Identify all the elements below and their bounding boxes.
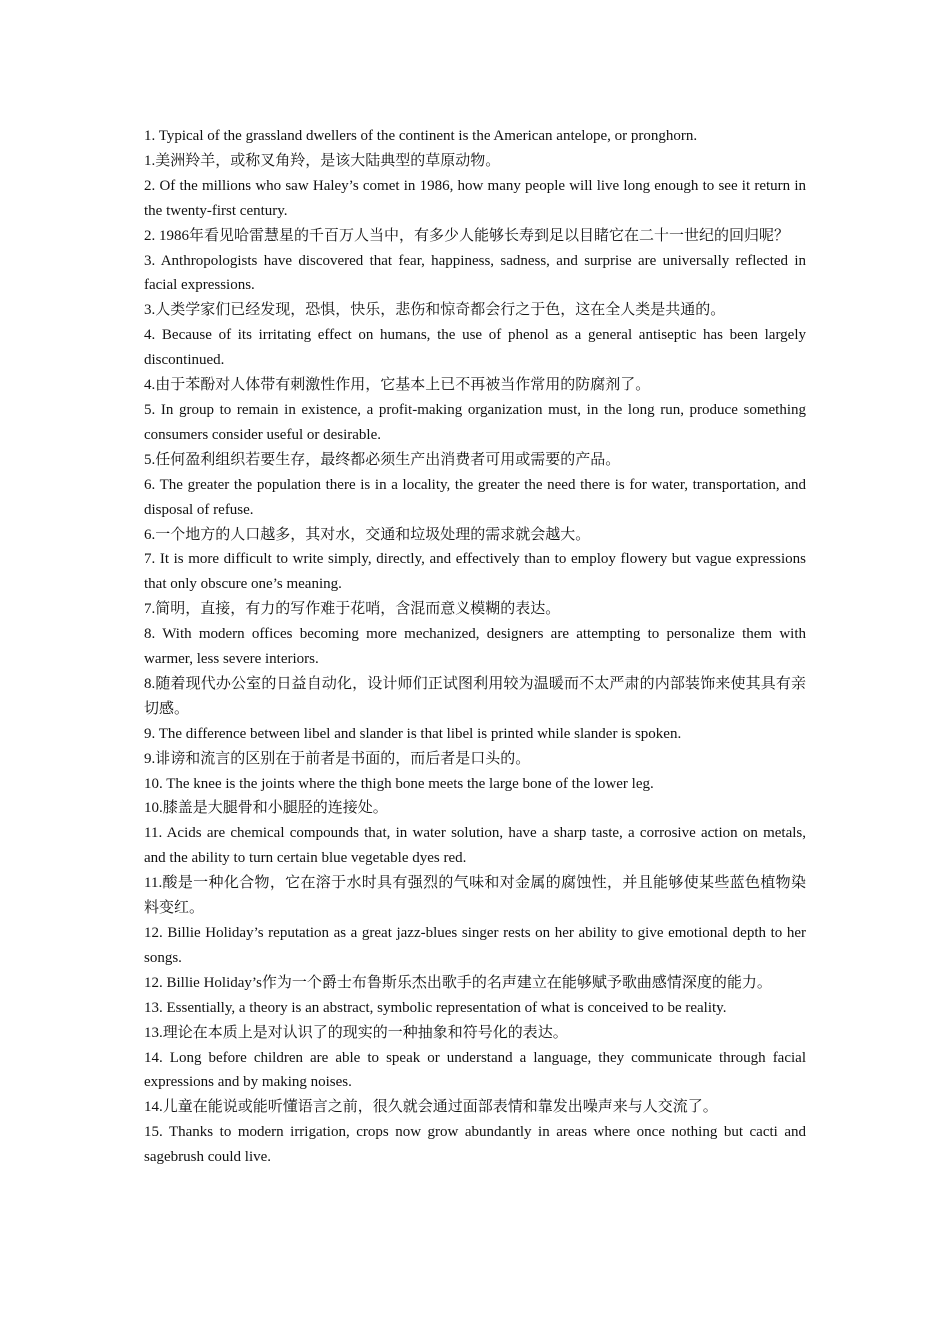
sentence-3-en: 3. Anthropologists have discovered that fear, happiness, sadness, and surprise are universally reflected in facial expressions. [144,252,806,294]
sentence-14-zh: 14.儿童在能说或能听懂语言之前，很久就会通过面部表情和靠发出噪声来与人交流了。 [144,1099,718,1116]
sentence-4-en: 4. Because of its irritating effect on humans, the use of phenol as a general antiseptic has been largely discontinued. [144,327,806,369]
sentence-1-en: 1. Typical of the grassland dwellers of the continent is the American antelope, or pronghorn. [144,128,698,144]
sentence-3-zh: 3.人类学家们已经发现，恐惧，快乐，悲伤和惊奇都会行之于色，这在全人类是共通的。 [144,302,726,319]
sentence-5-zh: 5.任何盈利组织若要生存，最终都必须生产出消费者可用或需要的产品。 [144,451,621,468]
sentence-6-zh: 6.一个地方的人口越多，其对水，交通和垃圾处理的需求就会越大。 [144,526,591,543]
sentence-2-en: 2. Of the millions who saw Haley’s comet in 1986, how many people will live long enough to see it return in the twenty-first century. [144,177,806,219]
sentence-2-zh: 2. 1986年看见哈雷慧星的千百万人当中，有多少人能够长寿到足以目睹它在二十一世纪的回归呢？ [144,227,790,244]
sentence-5-en: 5. In group to remain in existence, a profit-making organization must, in the long run, produce something consumers consider useful or desirable. [144,401,806,443]
sentence-14-en: 14. Long before children are able to speak or understand a language, they communicate through facial expressions and by making noises. [144,1049,806,1091]
sentence-1-zh: 1.美洲羚羊，或称叉角羚，是该大陆典型的草原动物。 [144,152,501,169]
document-body [144,124,806,1170]
sentence-13-zh: 13.理论在本质上是对认识了的现实的一种抽象和符号化的表达。 [144,1024,568,1041]
sentence-6-en: 6. The greater the population there is in a locality, the greater the need there is for water, transportation, and disposal of refuse. [144,476,806,518]
sentence-11-en: 11. Acids are chemical compounds that, in water solution, have a sharp taste, a corrosive action on metals, and the ability to turn certain blue vegetable dyes red. [144,825,806,867]
sentence-7-zh: 7.简明，直接，有力的写作难于花哨，含混而意义模糊的表达。 [144,601,561,618]
sentence-7-en: 7. It is more difficult to write simply, directly, and effectively than to employ flowery but vague expressions that only obscure one’s meaning. [144,551,806,593]
sentence-13-en: 13. Essentially, a theory is an abstract, symbolic representation of what is conceived to be reality. [144,999,727,1016]
sentence-15-en: 15. Thanks to modern irrigation, crops now grow abundantly in areas where once nothing but cacti and sagebrush could live. [144,1124,806,1166]
sentence-9-en: 9. The difference between libel and slander is that libel is printed while slander is spoken. [144,725,682,742]
sentence-11-zh: 11.酸是一种化合物，它在溶于水时具有强烈的气味和对金属的腐蚀性，并且能够使某些蓝色植物染料变红。 [144,875,806,917]
sentence-10-zh: 10.膝盖是大腿骨和小腿胫的连接处。 [144,800,388,817]
sentence-8-en: 8. With modern offices becoming more mechanized, designers are attempting to personalize them with warmer, less severe interiors. [144,626,806,668]
sentence-12-en: 12. Billie Holiday’s reputation as a great jazz-blues singer rests on her ability to give emotional depth to her songs. [144,925,806,966]
sentence-9-zh: 9.诽谤和流言的区别在于前者是书面的，而后者是口头的。 [144,750,531,767]
sentence-4-zh: 4.由于苯酚对人体带有刺激性作用，它基本上已不再被当作常用的防腐剂了。 [144,377,651,394]
sentence-8-zh: 8.随着现代办公室的日益自动化，设计师们正试图利用较为温暖而不太严肃的内部装饰来使其具有亲切感。 [144,675,806,717]
sentence-12-zh: 12. Billie Holiday’s作为一个爵士布鲁斯乐杰出歌手的名声建立在能够赋予歌曲感情深度的能力。 [144,974,772,991]
sentence-10-en: 10. The knee is the joints where the thigh bone meets the large bone of the lower leg. [144,775,654,792]
